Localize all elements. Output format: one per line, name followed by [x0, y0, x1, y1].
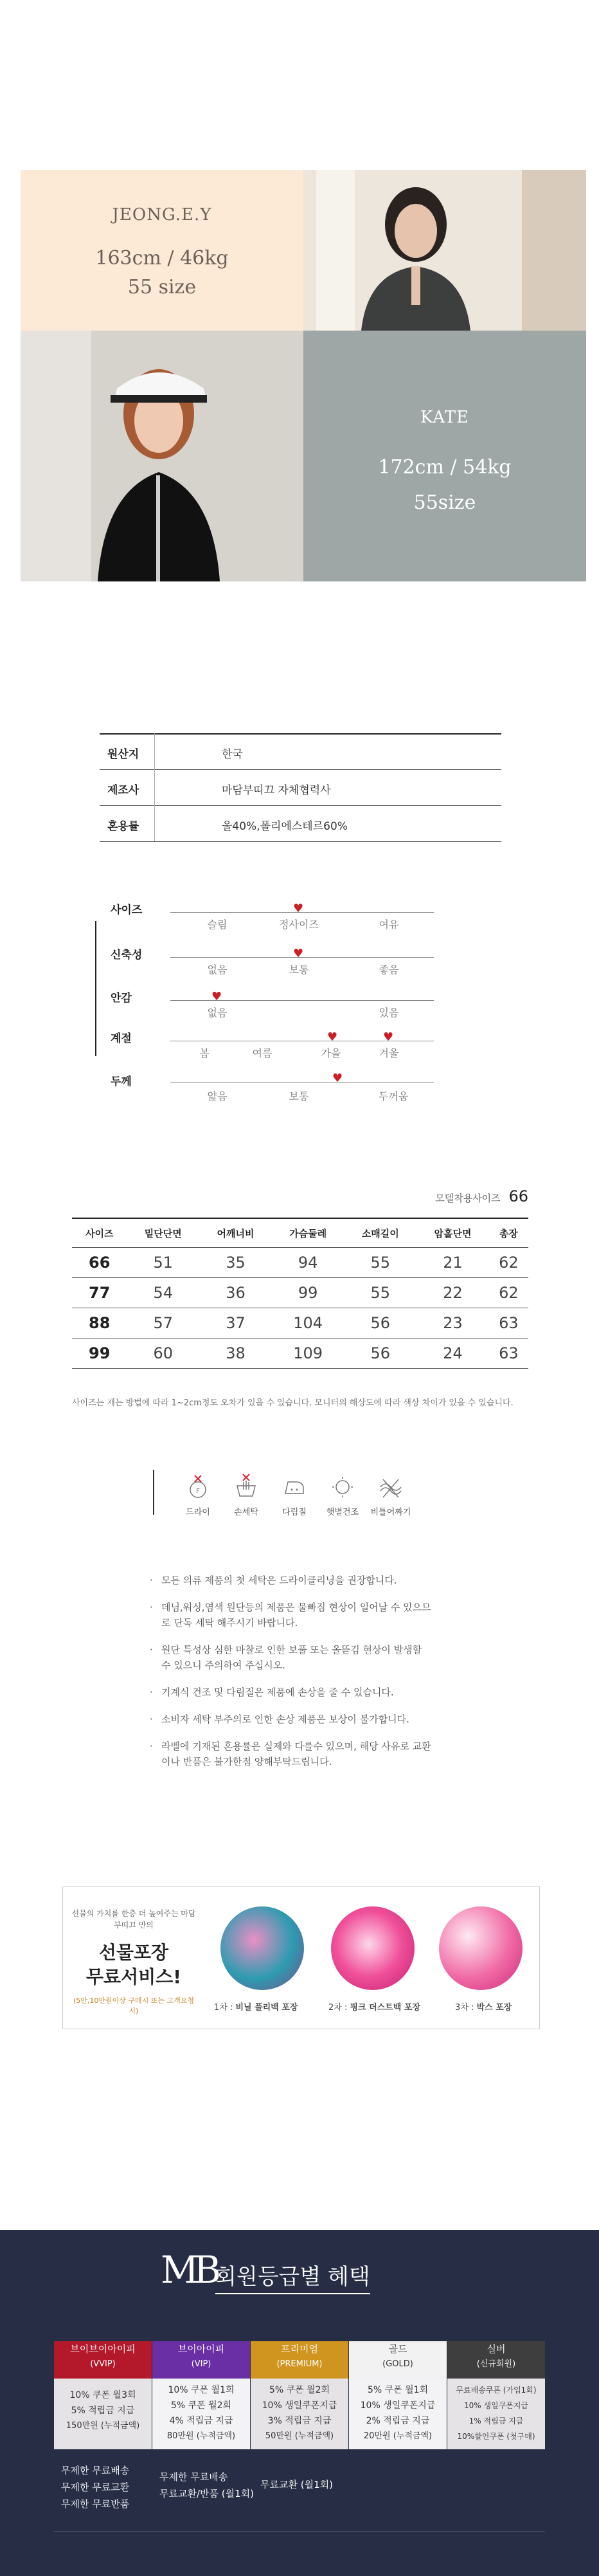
size-cell: 55	[344, 1248, 416, 1278]
gift-name: 핑크 더스트백 포장	[350, 2003, 421, 2013]
table-row	[72, 1278, 528, 1308]
size-cell: 21	[416, 1248, 489, 1278]
size-cell: 56	[344, 1338, 416, 1369]
table-row	[72, 1338, 528, 1369]
membership-title: 회원등급별 혜택	[215, 2259, 370, 2294]
tier-name: 브이브이아이피	[70, 2343, 136, 2355]
char-label-thickness: 두께	[111, 1075, 132, 1088]
gift-title-2: 무료서비스!	[85, 1966, 181, 1987]
tier-gold-benefits	[349, 2379, 447, 2449]
model-2-height-weight: 172cm / 54kg	[378, 456, 512, 479]
size-cell: 56	[344, 1308, 416, 1338]
size-cell: 62	[489, 1278, 528, 1308]
brand-logo: MB	[161, 2248, 217, 2292]
list-item: · 원단 특성상 심한 마찰로 인한 보풀 또는 올뜯김 현상이 발생할 수 있으니 주의하여 주십시오.	[150, 1642, 433, 1673]
benefit: 무료배송쿠폰 (가입1회)	[456, 2386, 537, 2395]
size-note: 사이즈는 재는 방법에 따라 1~2cm정도 오차가 있을 수 있습니다. 모니터의 해상도에 따라 색상 차이가 있을 수 있습니다.	[72, 1398, 514, 1408]
char-option: 슬림	[207, 918, 228, 931]
tier-name: 브이아이피	[177, 2343, 225, 2355]
gift-intro: 선물의 가치를 한층 더 높여주는 마담부띠끄 만의	[71, 1909, 196, 1930]
char-option: 보통	[289, 964, 309, 976]
info-row-origin	[100, 733, 501, 770]
model-2-figure-icon	[21, 331, 303, 581]
char-option: 두꺼움	[378, 1090, 409, 1102]
tier-eng: (GOLD)	[382, 2359, 413, 2369]
size-table-header	[72, 1218, 528, 1248]
tier-vvip-benefits	[54, 2379, 152, 2449]
heart-marker-icon: ♥	[332, 1072, 343, 1085]
size-cell: 99	[72, 1338, 127, 1369]
size-header: 밑단단면	[127, 1218, 199, 1248]
model-2-name: KATE	[420, 408, 470, 427]
model-1-photo	[303, 170, 522, 331]
size-cell: 99	[272, 1278, 344, 1308]
size-cell: 77	[72, 1278, 127, 1308]
care-dry	[172, 1473, 224, 1517]
size-cell: 109	[272, 1338, 344, 1369]
gift-name: 비닐 플리백 포장	[235, 2003, 298, 2013]
care-sun-dry	[317, 1473, 368, 1517]
char-option: 여유	[379, 918, 399, 931]
gift-title-1: 선물포장	[98, 1942, 169, 1963]
care-label: 드라이	[186, 1508, 210, 1517]
benefit: 10% 생일쿠폰지급	[360, 2400, 436, 2411]
model-size-value: 66	[508, 1187, 528, 1205]
no-wring-icon	[378, 1473, 404, 1499]
model-1-size: 55 size	[127, 276, 197, 298]
size-cell: 55	[344, 1278, 416, 1308]
gift-num: 1차 :	[214, 2003, 233, 2013]
list-item: · 라벨에 기재된 혼용률은 실제와 다를수 있으며, 해당 사유로 교환이나 반품은 불가한점 양해부탁드립니다.	[150, 1739, 433, 1769]
model-2-size: 55size	[413, 491, 476, 514]
gift-sub: (5만,10만원이상 구매시 또는 고객요청시)	[73, 1996, 195, 2015]
size-cell: 24	[416, 1338, 489, 1369]
char-option: 있음	[379, 1007, 399, 1019]
benefit: 10% 생일쿠폰지급	[463, 2401, 529, 2410]
benefit: 5% 쿠폰 월2회	[269, 2385, 330, 2395]
benefit: 80만원 (누적금액)	[166, 2431, 236, 2441]
care-notes	[150, 1573, 433, 1781]
benefit: 10%할인쿠폰 (첫구매)	[457, 2432, 535, 2441]
list-item: · 데님,워싱,염색 원단등의 제품은 물빠짐 현상이 일어날 수 있으므로 단독 세탁 해주시기 바랍니다.	[150, 1600, 433, 1631]
list-item: · 모든 의류 제품의 첫 세탁은 드라이클리닝을 권장합니다.	[150, 1573, 433, 1588]
size-cell: 66	[72, 1248, 127, 1278]
gift-banner	[62, 1886, 540, 2029]
size-cell: 54	[127, 1278, 199, 1308]
extra-benefits-vvip	[61, 2462, 129, 2512]
char-option: 여름	[252, 1047, 273, 1059]
char-vertical-line	[95, 921, 96, 1056]
extra-benefits-premium	[260, 2476, 333, 2493]
model-1-name: JEONG.E.Y	[112, 205, 212, 224]
benefit: 10% 쿠폰 월3회	[69, 2390, 136, 2400]
tier-vip-benefits	[152, 2379, 250, 2449]
table-row	[72, 1308, 528, 1338]
size-cell: 104	[272, 1308, 344, 1338]
info-label: 제조사	[107, 784, 139, 797]
tier-eng: (PREMIUM)	[276, 2359, 323, 2369]
tier-name: 프리미엄	[281, 2343, 318, 2355]
benefit: 1% 적립금 지급	[469, 2416, 524, 2425]
tier-vvip-header	[54, 2341, 152, 2379]
char-option: 봄	[199, 1047, 210, 1059]
membership-bottom-divider	[54, 2531, 545, 2532]
size-cell: 63	[489, 1308, 528, 1338]
tier-vip-header	[152, 2341, 250, 2379]
tier-silver-header	[447, 2341, 545, 2379]
tier-name: 실버	[487, 2343, 506, 2355]
char-label-lining: 안감	[111, 992, 132, 1005]
benefit: 10% 생일쿠폰지급	[262, 2400, 337, 2411]
benefit: 150만원 (누적금액)	[66, 2421, 140, 2431]
char-option: 없음	[207, 964, 228, 976]
list-item: · 소비자 세탁 부주의로 인한 손상 제품은 보상이 불가합니다.	[150, 1712, 433, 1727]
care-label: 다림질	[282, 1508, 307, 1517]
info-row-composition	[100, 805, 501, 842]
gift-caption-3	[455, 2000, 512, 2013]
char-label-season: 계절	[111, 1032, 132, 1045]
tier-gold-header	[349, 2341, 447, 2379]
size-header: 가슴둘레	[272, 1218, 344, 1248]
gift-image-box	[439, 1906, 523, 1990]
iron-icon	[282, 1473, 307, 1499]
char-line	[170, 1000, 434, 1001]
info-divider	[154, 733, 155, 841]
benefit: 10% 쿠폰 월1회	[168, 2385, 235, 2395]
extra-benefit: 무제한 무료교환	[61, 2481, 130, 2493]
model-1-card	[21, 170, 303, 331]
extra-benefit: 무제한 무료배송	[159, 2471, 228, 2483]
care-handwash	[220, 1473, 272, 1517]
model-1-figure-icon	[303, 170, 522, 331]
char-option: 좋음	[379, 964, 399, 976]
size-cell: 94	[272, 1248, 344, 1278]
heart-marker-icon: ♥	[211, 990, 222, 1003]
svg-text:F: F	[196, 1488, 200, 1495]
heart-marker-icon: ♥	[327, 1030, 338, 1044]
extra-benefit: 무료교환/반품 (월1회)	[159, 2488, 254, 2499]
size-cell: 37	[199, 1308, 272, 1338]
size-cell: 62	[489, 1248, 528, 1278]
gift-caption-1	[214, 2000, 298, 2013]
tier-silver-benefits	[447, 2379, 545, 2449]
model-size-label: 모델착용사이즈	[435, 1192, 501, 1204]
info-row-maker	[100, 769, 501, 806]
extra-benefits-vip	[159, 2469, 254, 2502]
info-value: 울40%,폴리에스테르60%	[222, 820, 348, 833]
benefit: 5% 쿠폰 월1회	[367, 2385, 429, 2395]
size-cell: 60	[127, 1338, 199, 1369]
model-1-background	[522, 170, 586, 331]
gift-num: 2차 :	[328, 2003, 348, 2013]
care-label: 비틀어짜기	[370, 1508, 411, 1517]
info-value: 한국	[222, 748, 243, 761]
tier-eng: (신규회원)	[476, 2359, 516, 2369]
size-header: 소매길이	[344, 1218, 416, 1248]
char-option: 겨울	[379, 1047, 399, 1059]
hand-wash-icon	[233, 1473, 259, 1499]
gift-name: 박스 포장	[476, 2003, 512, 2013]
size-header: 총장	[489, 1218, 528, 1248]
size-header: 사이즈	[72, 1218, 127, 1248]
size-cell: 23	[416, 1308, 489, 1338]
size-cell: 57	[127, 1308, 199, 1338]
size-cell: 36	[199, 1278, 272, 1308]
model-2-photo	[21, 331, 303, 581]
size-cell: 38	[199, 1338, 272, 1369]
char-option: 없음	[207, 1007, 228, 1019]
char-option: 가을	[321, 1047, 341, 1059]
heart-marker-icon: ♥	[293, 902, 304, 915]
care-wring	[365, 1473, 416, 1517]
heart-marker-icon: ♥	[293, 947, 304, 960]
care-label: 손세탁	[234, 1508, 258, 1517]
benefit: 4% 적립금 지급	[169, 2416, 233, 2426]
gift-image-vinyl	[220, 1906, 304, 1990]
tier-eng: (VIP)	[191, 2359, 211, 2369]
tier-premium-benefits	[251, 2379, 348, 2449]
extra-benefit: 무제한 무료반품	[61, 2498, 130, 2510]
table-row	[72, 1248, 528, 1278]
tier-name: 골드	[388, 2343, 407, 2355]
care-divider	[153, 1470, 154, 1515]
gift-num: 3차 :	[455, 2003, 474, 2013]
gift-image-dustbag	[331, 1906, 415, 1990]
char-label-size: 사이즈	[111, 904, 143, 917]
char-label-stretch: 신축성	[111, 949, 143, 962]
benefit: 20만원 (누적금액)	[363, 2431, 433, 2441]
care-label: 햇볕건조	[326, 1508, 359, 1517]
heart-marker-icon: ♥	[383, 1030, 394, 1044]
model-1-height-weight: 163cm / 46kg	[95, 247, 229, 269]
size-cell: 51	[127, 1248, 199, 1278]
benefit: 2% 적립금 지급	[366, 2416, 430, 2426]
info-label: 혼용률	[107, 820, 139, 833]
model-2-card	[303, 331, 586, 581]
care-iron	[269, 1473, 320, 1517]
extra-benefit: 무료교환 (월1회)	[260, 2479, 333, 2490]
size-table	[72, 1218, 528, 1369]
benefit: 3% 적립금 지급	[267, 2416, 332, 2426]
char-option: 보통	[289, 1090, 309, 1102]
size-cell: 35	[199, 1248, 272, 1278]
tier-premium-header	[251, 2341, 348, 2379]
tier-eng: (VVIP)	[90, 2359, 116, 2369]
benefit: 5% 적립금 지급	[71, 2406, 135, 2416]
dry-clean-icon	[185, 1473, 211, 1499]
model-size-caption	[435, 1187, 528, 1205]
size-header: 암홀단면	[416, 1218, 489, 1248]
extra-benefit: 무제한 무료배송	[61, 2465, 130, 2476]
benefit: 5% 쿠폰 월2회	[170, 2400, 232, 2411]
char-option: 정사이즈	[279, 918, 319, 931]
gift-caption-2	[328, 2000, 420, 2013]
size-cell: 63	[489, 1338, 528, 1369]
size-cell: 88	[72, 1308, 127, 1338]
char-option: 얇음	[207, 1090, 228, 1102]
list-item: · 기계식 건조 및 다림질은 제품에 손상을 줄 수 있습니다.	[150, 1685, 433, 1700]
info-label: 원산지	[107, 748, 139, 761]
info-value: 마담부띠끄 자체협력사	[222, 784, 331, 797]
benefit: 50만원 (누적금액)	[265, 2431, 334, 2441]
size-cell: 22	[416, 1278, 489, 1308]
size-header: 어깨너비	[199, 1218, 272, 1248]
sun-dry-icon	[330, 1473, 355, 1499]
